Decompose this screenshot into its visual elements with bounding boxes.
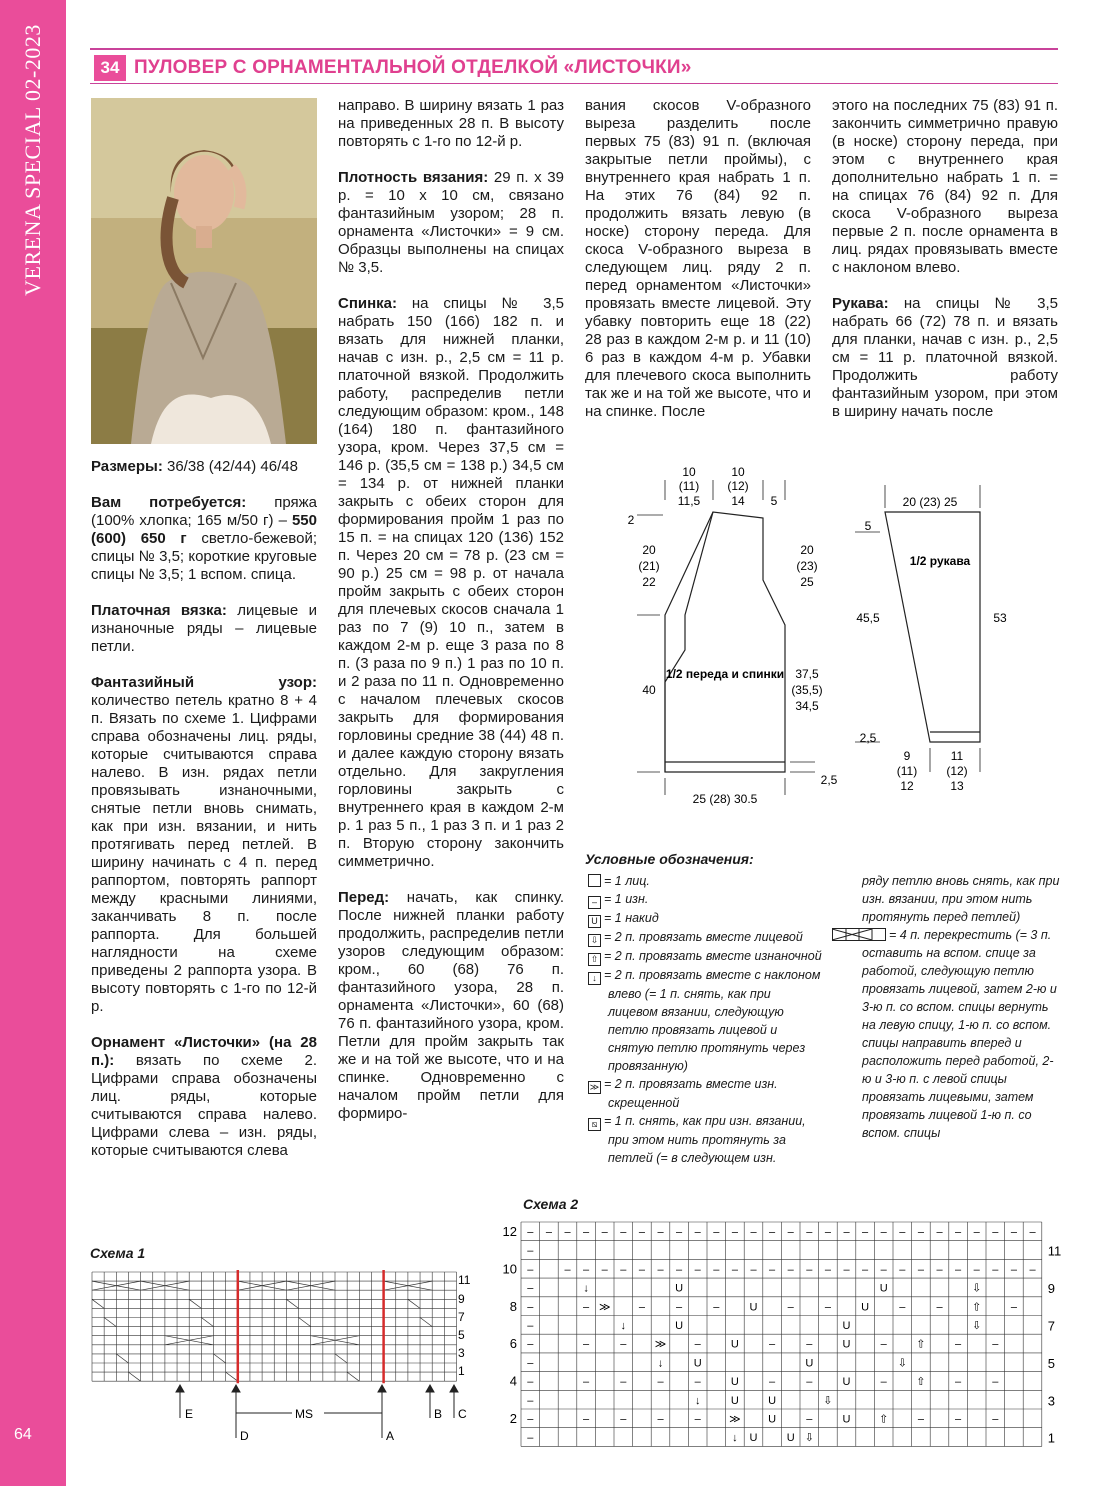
scheme2-stitch-symbol: – — [527, 1282, 534, 1295]
scheme2-title: Схема 2 — [523, 1196, 579, 1212]
scheme1-slip-mark — [214, 1354, 226, 1363]
scheme2-stitch-symbol: – — [583, 1376, 590, 1389]
sleeve-pattern-diagram — [850, 480, 1050, 800]
scheme2-stitch-symbol: ⇩ — [972, 1319, 982, 1332]
scheme2-stitch-symbol: – — [527, 1226, 534, 1239]
scheme2-stitch-symbol: U — [730, 1394, 739, 1407]
knit-symbol-icon — [588, 874, 601, 887]
model-photo — [91, 98, 317, 444]
scheme2-stitch-symbol: ≫ — [598, 1301, 611, 1314]
scheme2-stitch-symbol: – — [731, 1226, 738, 1239]
scheme2-stitch-symbol: – — [787, 1263, 794, 1276]
scheme2-stitch-symbol: – — [806, 1413, 813, 1426]
scheme2-stitch-symbol: – — [527, 1394, 534, 1407]
scheme2-stitch-symbol: – — [880, 1226, 887, 1239]
page-number: 64 — [14, 1426, 32, 1443]
cross-4-symbol-icon — [832, 928, 886, 941]
svg-text:(23): (23) — [796, 559, 818, 573]
front-paragraph: Перед: начать, как спинку. После нижней планки работу продолжить, распределив петли узоров следующим образом: кром., 60 (68) 76 п. фантазийного узора, 28 п. орнамента «Листочки», 60 (68) 76 п. фантазийного узора, кром. Петли для пройм закрыть так же и на той же высоте, что и на спинке. Одновременно с началом пройм петли для формиро- — [338, 889, 564, 1122]
scheme2-stitch-symbol: – — [955, 1338, 962, 1351]
scheme2-stitch-symbol: – — [936, 1301, 943, 1314]
scheme2-stitch-symbol: U — [861, 1301, 870, 1314]
svg-text:25 (28) 30.5: 25 (28) 30.5 — [692, 792, 758, 806]
scheme2-stitch-symbol: – — [992, 1226, 999, 1239]
svg-text:25: 25 — [800, 575, 814, 589]
scheme2-stitch-symbol: U — [730, 1376, 739, 1389]
scheme2-stitch-symbol: – — [992, 1376, 999, 1389]
scheme2-stitch-symbol: – — [787, 1301, 794, 1314]
scheme2-stitch-symbol: – — [527, 1319, 534, 1332]
scheme2-stitch-symbol: – — [992, 1413, 999, 1426]
svg-text:5: 5 — [458, 1328, 465, 1342]
svg-text:20: 20 — [642, 543, 656, 557]
scheme2-stitch-symbol: – — [527, 1357, 534, 1370]
scheme2-stitch-symbol: – — [657, 1376, 664, 1389]
scheme2-stitch-symbol: U — [786, 1432, 795, 1445]
scheme2-stitch-symbol: ↓ — [694, 1394, 701, 1407]
scheme2-stitch-symbol: – — [880, 1263, 887, 1276]
scheme2-stitch-symbol: U — [675, 1319, 684, 1332]
legend-left — [588, 872, 823, 1167]
back-paragraph: Спинка: на спицы № 3,5 набрать 150 (166) 182 п. и вязать для нижней планки, начав с изн. р., 2,5 см = 11 р. платочной вязкой. Продолжить работу, распределив петли следующим образом: кром., 148 (164) 180 п. фантазийного узора, кром. Через 37,5 см = 146 р. (35,5 см = 138 р.) 34,5 см = 134 р. от нижней планки закрыть с обеих сторон для формирования пройм 1 раз по 15 п. = на спицах 120 (136) 152 п. Через 20 см = 78 р. (23 см = 90 р.) 25 см = 98 р. от начала пройм закрыть с обеих сторон для плечевых скосов сначала 1 раз по 7 (9) 10 п., затем в каждом 2-м р. еще 3 раза по 8 п. (3 раза по 9 п.) 1 раз по 10 п. и 2 раза по 11 п. Одновременно с началом плечевых скосов закрыть для формирования горловины средние 38 (44) 48 п. и далее каждую сторону вязать отдельно. Для закругления горловины закрыть с внутреннего края в каждом 2-м р. 1 раз 5 п., 1 раз 3 п. и 1 раз 2 п. Вторую сторону закончить симметрично. — [338, 295, 564, 870]
svg-text:2: 2 — [627, 513, 635, 527]
svg-text:12: 12 — [900, 779, 914, 793]
svg-text:(12): (12) — [727, 479, 749, 493]
scheme2-stitch-symbol: ⇧ — [879, 1413, 889, 1426]
article-header — [90, 48, 1058, 88]
svg-text:37,5: 37,5 — [795, 667, 819, 681]
svg-text:34,5: 34,5 — [795, 699, 819, 713]
magazine-name: VERENA SPECIAL 02-2023 — [20, 24, 45, 296]
scheme2-stitch-symbol: – — [713, 1301, 720, 1314]
scheme2-stitch-symbol: – — [620, 1263, 627, 1276]
scheme2-stitch-symbol: – — [769, 1338, 776, 1351]
body-outline-front — [665, 512, 713, 772]
scheme2-stitch-symbol: – — [620, 1226, 627, 1239]
scheme2-stitch-symbol: U — [879, 1282, 888, 1295]
scheme2-stitch-symbol: – — [843, 1263, 850, 1276]
scheme2-stitch-symbol: – — [620, 1338, 627, 1351]
scheme2-stitch-symbol: – — [694, 1263, 701, 1276]
scheme2-stitch-symbol: – — [917, 1413, 924, 1426]
svg-text:(11): (11) — [896, 764, 918, 778]
scheme2-stitch-symbol: – — [899, 1301, 906, 1314]
scheme2-stitch-symbol: ⇩ — [897, 1357, 907, 1370]
article-title: ПУЛОВЕР С ОРНАМЕНТАЛЬНОЙ ОТДЕЛКОЙ «ЛИСТОЧКИ» — [134, 57, 692, 78]
materials-paragraph: Вам потребуется: пряжа (100% хлопка; 165 м/50 г) – 550 (600) 650 г светло-бежевой; спицы № 3,5; короткие круговые спицы № 3,5; 1 вспом. спица. — [91, 494, 317, 583]
scheme2-stitch-symbol: – — [564, 1226, 571, 1239]
scheme2-stitch-symbol: ↓ — [657, 1357, 664, 1370]
text-column-1 — [91, 458, 317, 1178]
legend-right — [832, 872, 1062, 1142]
scheme2-stitch-symbol: – — [694, 1413, 701, 1426]
scheme1-slip-mark — [226, 1372, 238, 1381]
garter-paragraph: Платочная вязка: лицевые и изнаночные ряды – лицевые петли. — [91, 602, 318, 655]
article-number: 34 — [94, 55, 126, 81]
scheme2-stitch-symbol: – — [880, 1376, 887, 1389]
gauge-paragraph: Плотность вязания: 29 п. х 39 р. = 10 х 10 см, связано фантазийным узором; 28 п. орнамента «Листочки» = 9 см. Образцы выполнены на спицах № 3,5. — [338, 169, 564, 276]
scheme2-stitch-symbol: ⇧ — [972, 1301, 982, 1314]
svg-text:11,5: 11,5 — [677, 494, 701, 508]
scheme2-row-label-left: 2 — [509, 1411, 517, 1427]
scheme2-stitch-symbol: – — [564, 1263, 571, 1276]
scheme2-row-label-right: 1 — [1047, 1430, 1056, 1446]
scheme2-stitch-symbol: – — [527, 1301, 534, 1314]
scheme2-stitch-symbol: – — [917, 1263, 924, 1276]
scheme2-stitch-symbol: U — [805, 1357, 814, 1370]
scheme1-slip-mark — [408, 1299, 420, 1308]
scheme2-stitch-symbol: U — [768, 1394, 777, 1407]
scheme2-stitch-symbol: U — [768, 1413, 777, 1426]
scheme2-stitch-symbol: ⇧ — [916, 1376, 926, 1389]
body-pattern-diagram — [585, 460, 850, 810]
text-column-3 — [585, 97, 811, 439]
svg-text:7: 7 — [458, 1310, 465, 1324]
svg-text:5: 5 — [864, 519, 872, 533]
scheme2-stitch-symbol: – — [769, 1263, 776, 1276]
scheme2-stitch-symbol: – — [843, 1226, 850, 1239]
text-column-4 — [832, 97, 1058, 439]
scheme2-stitch-symbol: U — [842, 1319, 851, 1332]
svg-text:45,5: 45,5 — [856, 611, 880, 625]
scheme2-stitch-symbol: – — [973, 1226, 980, 1239]
scheme2-stitch-symbol: – — [713, 1226, 720, 1239]
model-photo-illustration — [91, 98, 317, 444]
scheme1-slip-mark — [286, 1299, 298, 1308]
scheme2-stitch-symbol: – — [713, 1263, 720, 1276]
scheme2-stitch-symbol: U — [749, 1432, 758, 1445]
scheme2-stitch-symbol: – — [936, 1226, 943, 1239]
svg-text:(35,5): (35,5) — [791, 683, 823, 697]
scheme2-stitch-symbol: – — [545, 1226, 552, 1239]
scheme2-stitch-symbol: – — [583, 1301, 590, 1314]
svg-text:13: 13 — [950, 779, 964, 793]
scheme2-stitch-symbol: – — [769, 1226, 776, 1239]
svg-text:53: 53 — [993, 611, 1007, 625]
svg-text:3: 3 — [458, 1346, 465, 1360]
scheme1-slip-mark — [347, 1372, 359, 1381]
header-rule-top — [90, 48, 1058, 50]
legend-item-cross: = 4 п. перекрестить (= 3 п. оставить на вспом. спице за работой, следующую петлю провязать лицевой, затем 2-ю и 3-ю п. со вспом. спицы вернуть на левую спицу, 1-ю п. со вспом. спицы направить вперед и расположить перед работой, 2-ю и 3-ю п. с левой спицы провязать лицевыми, затем провязать лицевой 1-ю п. со вспом. спицы — [832, 926, 1062, 1142]
scheme2-stitch-symbol: – — [583, 1226, 590, 1239]
svg-text:11: 11 — [950, 749, 964, 763]
scheme2-stitch-symbol: – — [601, 1263, 608, 1276]
scheme2-stitch-symbol: – — [880, 1338, 887, 1351]
scheme2-stitch-symbol: – — [638, 1263, 645, 1276]
svg-text:B: B — [434, 1407, 443, 1421]
header-rule-bottom — [90, 83, 1058, 84]
scheme2-stitch-symbol: – — [657, 1226, 664, 1239]
p2tog-symbol-icon: ⇧ — [588, 953, 601, 966]
legend-title: Условные обозначения: — [585, 851, 754, 867]
scheme2-stitch-symbol: – — [955, 1226, 962, 1239]
scheme2-row-label-right: 7 — [1047, 1318, 1056, 1334]
scheme2-stitch-symbol: ↓ — [732, 1432, 738, 1445]
svg-text:E: E — [185, 1407, 194, 1421]
scheme1-slip-mark — [189, 1299, 201, 1308]
ssk-symbol-icon: ↓ — [588, 972, 601, 985]
sleeves-paragraph: Рукава: на спицы № 3,5 набрать 66 (72) 78 п. и вязать для планки, начав с изн. р., 2,5 см = 11 р. платочной вязкой. Продолжить работу фантазийным узором, при этом в ширину начать после — [832, 295, 1058, 420]
scheme2-stitch-symbol: – — [973, 1263, 980, 1276]
scheme2-stitch-symbol: – — [955, 1263, 962, 1276]
legend-slip-continuation: ряду петлю вновь снять, как при изн. вязании, при этом нить протянуть перед петлей) — [862, 874, 1060, 924]
scheme2-stitch-symbol: – — [676, 1263, 683, 1276]
svg-text:2,5: 2,5 — [859, 731, 877, 745]
scheme2-stitch-symbol: – — [750, 1263, 757, 1276]
scheme2-stitch-symbol: U — [842, 1338, 851, 1351]
scheme2-row-label-right: 11 — [1047, 1243, 1062, 1259]
svg-text:A: A — [386, 1429, 395, 1443]
scheme2-stitch-symbol: – — [936, 1263, 943, 1276]
scheme1-slip-mark — [116, 1354, 128, 1363]
scheme2-stitch-symbol: – — [1010, 1226, 1017, 1239]
scheme2-stitch-symbol: – — [583, 1338, 590, 1351]
scheme2-row-label-right: 3 — [1047, 1393, 1056, 1409]
scheme2-row-label-right: 9 — [1047, 1281, 1056, 1297]
scheme1-chart — [88, 1268, 488, 1448]
scheme2-stitch-symbol: – — [527, 1432, 534, 1445]
svg-text:10: 10 — [682, 465, 696, 479]
svg-text:(12): (12) — [946, 764, 968, 778]
scheme2-stitch-symbol: – — [620, 1413, 627, 1426]
scheme2-stitch-symbol: U — [842, 1413, 851, 1426]
svg-text:9: 9 — [903, 749, 911, 763]
scheme2-stitch-symbol: – — [992, 1263, 999, 1276]
scheme2-stitch-symbol: – — [824, 1226, 831, 1239]
legend-item-yarn-over: U = 1 накид — [588, 909, 823, 928]
scheme2-row-label-left: 4 — [509, 1373, 517, 1389]
text-column-2 — [338, 97, 564, 1141]
scheme2-stitch-symbol: – — [1029, 1226, 1036, 1239]
scheme2-stitch-symbol: – — [676, 1226, 683, 1239]
svg-text:9: 9 — [458, 1292, 465, 1306]
scheme1-title: Схема 1 — [90, 1245, 146, 1261]
svg-text:40: 40 — [642, 683, 656, 697]
scheme2-row-label-left: 10 — [502, 1261, 517, 1277]
fancy-pattern-paragraph: Фантазийный узор: количество петель кратно 8 + 4 п. Вязать по схеме 1. Цифрами справа обозначены лиц. ряды, которые считываются справа налево. В изн. рядах петли провязывать изнаночными, снятые петли вновь снимать, как при изн. вязании, и нить протягивать перед петлей. В ширину начинать с 4 п. перед раппортом, повторять раппорт между красными линиями, заканчивать 8 п. после раппорта. Для большей наглядности на схеме приведены 2 раппорта узора. В высоту повторять с 1-го по 12-й р. — [91, 674, 317, 1015]
legend-item-knit: = 1 лиц. — [588, 872, 823, 890]
scheme2-stitch-symbol: – — [657, 1413, 664, 1426]
slip-stitch-symbol-icon: ⧅ — [588, 1118, 601, 1131]
scheme2-stitch-symbol: – — [527, 1263, 534, 1276]
scheme2-stitch-symbol: – — [638, 1301, 645, 1314]
scheme2-stitch-symbol: – — [1029, 1263, 1036, 1276]
svg-text:10: 10 — [731, 465, 745, 479]
scheme2-stitch-symbol: – — [694, 1338, 701, 1351]
scheme2-stitch-symbol: – — [917, 1226, 924, 1239]
scheme1-slip-mark — [128, 1372, 140, 1381]
legend-item-ssk: ↓ = 2 п. провязать вместе с наклоном влево (= 1 п. снять, как при лицевом вязании, следующую петлю провязать лицевой и снятую петлю протянуть через провязанную) — [588, 966, 823, 1075]
svg-text:20: 20 — [800, 543, 814, 557]
scheme2-stitch-symbol: – — [806, 1376, 813, 1389]
scheme2-stitch-symbol: – — [694, 1226, 701, 1239]
legend-item-p2tog-tbl: ≫ = 2 п. провязать вместе изн. скрещенной — [589, 1077, 778, 1110]
p2tog-tbl-symbol-icon: ≫ — [589, 1082, 600, 1092]
scheme2-stitch-symbol: – — [806, 1338, 813, 1351]
sleeve-outline — [885, 512, 980, 742]
svg-text:5: 5 — [770, 494, 778, 508]
scheme2-stitch-symbol: ⇩ — [823, 1394, 833, 1407]
scheme2-stitch-symbol: – — [806, 1226, 813, 1239]
scheme2-row-label-left: 6 — [509, 1336, 517, 1352]
scheme1-slip-mark — [299, 1318, 311, 1327]
svg-text:22: 22 — [642, 575, 656, 589]
svg-text:2,5: 2,5 — [820, 773, 838, 787]
scheme1-slip-mark — [104, 1318, 116, 1327]
scheme2-stitch-symbol: – — [1010, 1263, 1017, 1276]
scheme2-row-label-left: 12 — [502, 1224, 517, 1240]
scheme2-stitch-symbol: – — [583, 1413, 590, 1426]
svg-text:(21): (21) — [638, 559, 660, 573]
scheme1-slip-mark — [420, 1318, 432, 1327]
scheme2-stitch-symbol: – — [824, 1263, 831, 1276]
scheme2-stitch-symbol: – — [527, 1338, 534, 1351]
svg-text:1: 1 — [458, 1364, 465, 1378]
scheme2-stitch-symbol: ↓ — [620, 1319, 627, 1332]
scheme2-stitch-symbol: ⇩ — [804, 1432, 814, 1445]
svg-text:D: D — [240, 1429, 249, 1443]
continuation-paragraph: направо. В ширину вязать 1 раз на приведенных 28 п. В высоту повторять с 1-го по 12-й р. — [338, 97, 564, 150]
scheme2-stitch-symbol: ≫ — [654, 1338, 667, 1351]
front-right-paragraph: этого на последних 75 (83) 91 п. закончить симметрично правую (в носке) сторону переда, при этом с внутреннего края дополнительно набрать 1 п. = на спицах 76 (84) 92 п. Для скоса V-образного выреза первые 2 п. после орнамента в лиц. рядах провязывать вместе с наклоном влево. — [832, 97, 1058, 276]
leaf-ornament-paragraph: Орнамент «Листочки» (на 28 п.): вязать по схеме 2. Цифрами справа обозначены лиц. ряды, которые считываются справа налево. Цифрами слева – изн. ряды, которые считываются слева — [91, 1034, 317, 1159]
scheme2-stitch-symbol: ↓ — [583, 1282, 589, 1295]
scheme2-stitch-symbol: – — [527, 1245, 534, 1258]
scheme2-stitch-symbol: – — [676, 1301, 683, 1314]
scheme2-stitch-symbol: – — [955, 1376, 962, 1389]
scheme2-row-label-left: 8 — [509, 1298, 517, 1314]
scheme1-slip-mark — [92, 1299, 104, 1308]
scheme2-stitch-symbol: – — [657, 1263, 664, 1276]
scheme2-stitch-symbol: – — [862, 1226, 869, 1239]
svg-text:20 (23) 25: 20 (23) 25 — [902, 495, 958, 509]
scheme2-stitch-symbol: – — [769, 1376, 776, 1389]
svg-text:MS: MS — [295, 1407, 313, 1421]
svg-text:C: C — [458, 1407, 467, 1421]
legend-item-p2tog: ⇧ = 2 п. провязать вместе изнаночной — [588, 947, 823, 966]
scheme2-stitch-symbol: U — [693, 1357, 702, 1370]
scheme2-stitch-symbol: – — [601, 1226, 608, 1239]
scheme2-stitch-symbol: U — [749, 1301, 758, 1314]
svg-text:11: 11 — [458, 1273, 471, 1287]
scheme2-stitch-symbol: ⇩ — [972, 1282, 982, 1295]
sizes-paragraph: Размеры: 36/38 (42/44) 46/48 — [91, 458, 298, 475]
legend-item-purl: – = 1 изн. — [588, 890, 823, 909]
yarn-over-symbol-icon: U — [588, 915, 601, 928]
scheme2-stitch-symbol: – — [583, 1263, 590, 1276]
scheme1-slip-mark — [335, 1354, 347, 1363]
scheme2-stitch-symbol: U — [730, 1338, 739, 1351]
scheme2-stitch-symbol: – — [731, 1263, 738, 1276]
body-pattern-label: 1/2 переда и спинки — [665, 667, 785, 681]
scheme2-stitch-symbol: – — [620, 1376, 627, 1389]
scheme1-slip-mark — [201, 1318, 213, 1327]
svg-text:(11): (11) — [678, 479, 700, 493]
scheme2-stitch-symbol: U — [675, 1282, 684, 1295]
scheme2-stitch-symbol: – — [527, 1413, 534, 1426]
legend-item-k2tog: ⇩ = 2 п. провязать вместе лицевой — [588, 928, 823, 947]
scheme2-stitch-symbol: – — [787, 1226, 794, 1239]
scheme2-stitch-symbol: – — [955, 1413, 962, 1426]
scheme2-stitch-symbol: – — [806, 1263, 813, 1276]
legend-item-slip: ⧅ = 1 п. снять, как при изн. вязании, при этом нить протянуть за петлей (= в следующем изн. — [588, 1112, 823, 1167]
scheme2-stitch-symbol: – — [694, 1376, 701, 1389]
scheme2-stitch-symbol: ≫ — [729, 1413, 741, 1426]
scheme2-stitch-symbol: – — [992, 1338, 999, 1351]
front-continuation-paragraph: вания скосов V-образного выреза разделить после первых 75 (83) 91 п. (включая закрытые петли проймы), с внутреннего края набрать 1 п. На этих 76 (84) 92 п. продолжить вязать левую (в носке) сторону переда. Для скоса V-образного выреза в следующем лиц. ряду 2 п. перед орнаментом «Листочки» провязать вместе лицевой. Эту убавку повторить еще 18 (22) 28 раз в каждом 2-м р. и 11 (10) 6 раз в каждом 4-м р. Убавки для плечевого скоса выполнить так же и на той же высоте, что и на спинке. После — [585, 97, 811, 420]
scheme2-chart — [495, 1218, 1065, 1448]
scheme2-stitch-symbol: – — [824, 1301, 831, 1314]
svg-text:14: 14 — [731, 494, 745, 508]
scheme2-stitch-symbol: – — [638, 1226, 645, 1239]
scheme2-stitch-symbol: – — [527, 1376, 534, 1389]
scheme2-stitch-symbol: – — [862, 1263, 869, 1276]
scheme2-stitch-symbol: – — [899, 1263, 906, 1276]
scheme2-row-label-right: 5 — [1047, 1355, 1056, 1371]
purl-symbol-icon: – — [588, 896, 601, 909]
scheme2-stitch-symbol: – — [899, 1226, 906, 1239]
k2tog-symbol-icon: ⇩ — [588, 934, 601, 947]
scheme2-stitch-symbol: – — [1010, 1301, 1017, 1314]
body-outline — [665, 512, 785, 772]
scheme2-stitch-symbol: U — [842, 1376, 851, 1389]
scheme2-stitch-symbol: ⇧ — [916, 1338, 926, 1351]
sleeve-pattern-label: 1/2 рукава — [909, 554, 971, 568]
scheme2-stitch-symbol: – — [750, 1226, 757, 1239]
